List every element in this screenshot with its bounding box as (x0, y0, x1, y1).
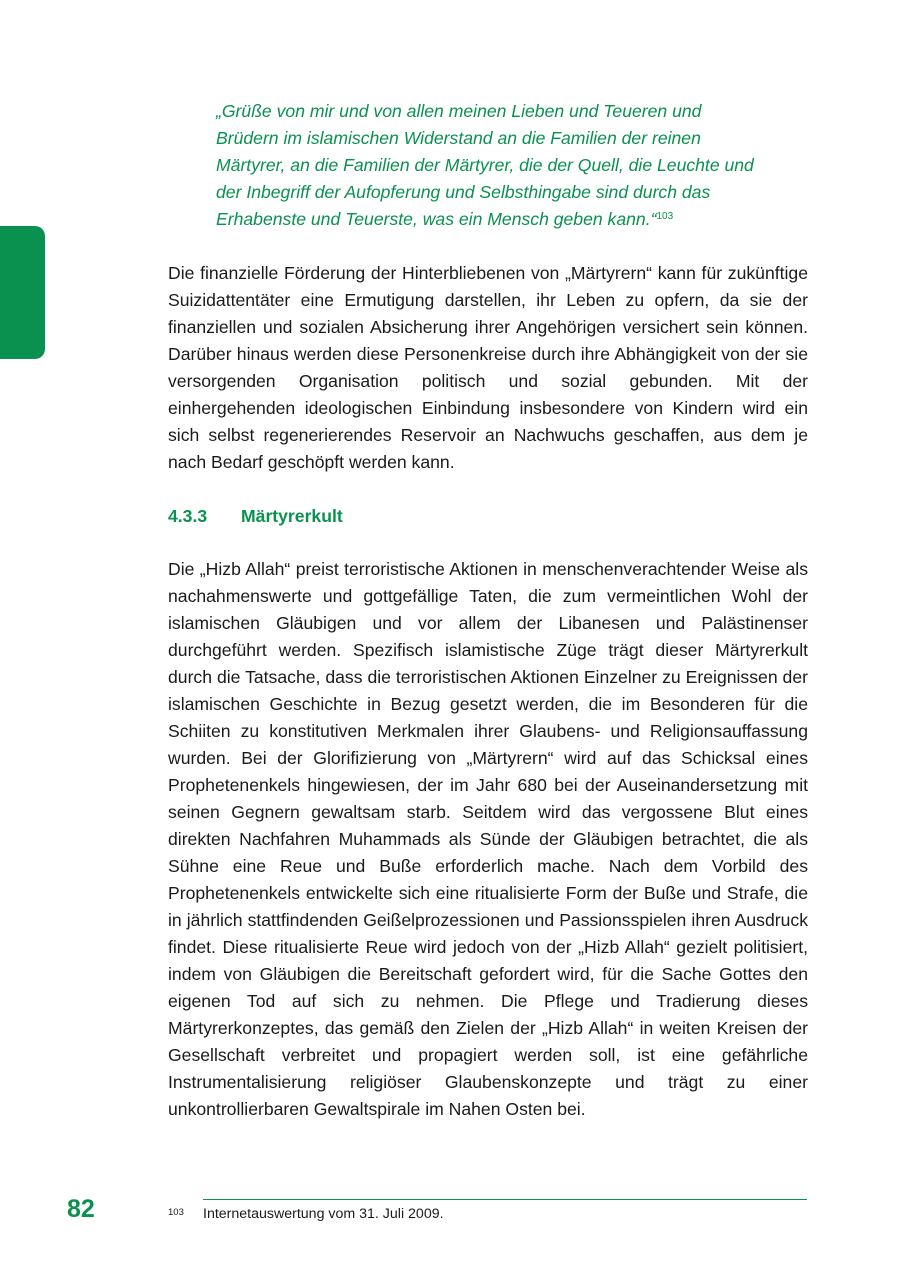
chapter-marker-tab (0, 226, 45, 359)
footnote-number: 103 (168, 1207, 184, 1218)
block-quote (216, 98, 761, 233)
page-number: 82 (67, 1195, 95, 1223)
body-paragraph: Die „Hizb Allah“ preist terroristische Aktionen in menschenverachtender Weise als nachahmenswerte und gottgefällige Taten, die zum vermeintlichen Wohl der islamischen Gläubigen und vor allem der Libanesen und Palästinenser durchgeführt werden. Spezifisch islamistische Züge trägt dieser Märtyrerkult durch die Tatsache, dass die terroristischen Aktionen Einzelner zu Ereignissen der islamischen Geschichte in Bezug gesetzt werden, die im Besonderen für die Schiiten zu konstitutiven Merkmalen ihrer Glaubens- und Religionsauffassung wurden. Bei der Glorifizierung von „Märtyrern“ wird auf das Schicksal eines Prophetenenkels hingewiesen, der im Jahr 680 bei der Auseinandersetzung mit seinen Gegnern gewaltsam starb. Seitdem wird das vergossene Blut eines direkten Nachfahren Muhammads als Sünde der Gläubigen betrachtet, die als Sühne eine Reue und Buße erforderlich mache. Nach dem Vorbild des Prophetenenkels entwickelte sich eine ritualisierte Form der Buße und Strafe, die in jährlich stattfindenden Geißelprozessionen und Passionsspielen ihren Ausdruck findet. Diese ritualisierte Reue wird jedoch von der „Hizb Allah“ gezielt politisiert, indem von Gläubigen die Bereitschaft gefordert wird, für die Sache Gottes den eigenen Tod auf sich zu nehmen. Die Pflege und Tradierung dieses Märtyrerkonzeptes, das gemäß den Zielen der „Hizb Allah“ in weiten Kreisen der Gesellschaft verbreitet und propagiert werden soll, ist eine gefährliche Instrumentalisierung religiöser Glaubenskonzepte und trägt zu einer unkontrollierbaren Gewaltspirale im Nahen Osten bei. (168, 559, 808, 1119)
quote-text: „Grüße von mir und von allen meinen Lieben und Teueren und Brüdern im islamischen Widerstand an die Familien der reinen Märtyrer, an die Familien der Märtyrer, die der Quell, die Leuchte und der Inbegriff der Aufopferung und Selbsthingabe sind durch das Erhabenste und Teuerste, was ein Mensch geben kann.“ (216, 101, 754, 229)
section-heading (168, 504, 343, 528)
footnote-reference[interactable]: 103 (656, 211, 674, 222)
body-paragraph: Die finanzielle Förderung der Hinterbliebenen von „Märtyrern“ kann für zukünftige Suizidattentäter eine Ermutigung darstellen, ihr Leben zu opfern, da sie der finanziellen und sozialen Absicherung ihrer Angehörigen versichert sein können. Darüber hinaus werden diese Personenkreise durch ihre Abhängigkeit von der sie versorgenden Organisation politisch und sozial gebunden. Mit der einhergehenden ideologischen Einbindung insbesondere von Kindern wird ein sich selbst regenerierendes Reservoir an Nachwuchs geschaffen, aus dem je nach Bedarf geschöpft werden kann. (168, 263, 808, 472)
footnote-text: Internetauswertung vom 31. Juli 2009. (203, 1206, 444, 1222)
section-title: Märtyrerkult (241, 506, 343, 526)
section-number: 4.3.3 (168, 506, 208, 526)
footnote-divider (203, 1199, 807, 1200)
